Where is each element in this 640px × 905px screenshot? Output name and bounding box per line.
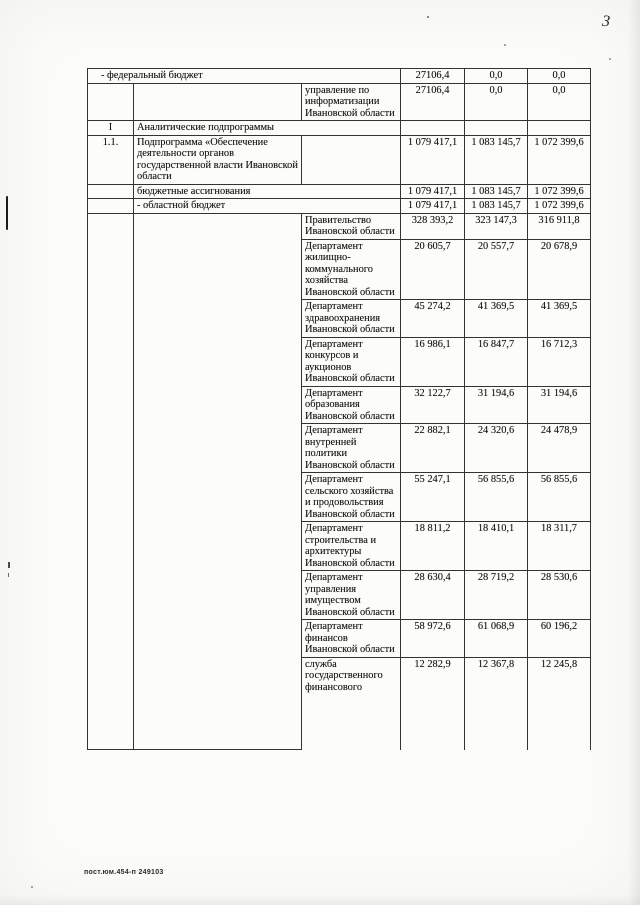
table-row <box>88 213 591 239</box>
cell-desc: - федеральный бюджет <box>88 69 401 84</box>
cell-val: 316 911,8 <box>528 213 591 239</box>
cell-val: 18 311,7 <box>528 522 591 571</box>
cell-val: 16 712,3 <box>528 337 591 386</box>
cell-num <box>88 199 134 214</box>
cell-val: 55 247,1 <box>401 473 465 522</box>
table-row <box>88 69 591 84</box>
cell-val: 0,0 <box>465 83 528 121</box>
cell-org: Департамент образования Ивановской области <box>302 386 401 424</box>
cell-val: 18 811,2 <box>401 522 465 571</box>
cell-val: 22 882,1 <box>401 424 465 473</box>
page-number: 3 <box>601 12 611 31</box>
cell-val: 18 410,1 <box>465 522 528 571</box>
cell-desc <box>134 213 302 750</box>
cell-val: 24 478,9 <box>528 424 591 473</box>
table-row <box>88 83 591 121</box>
footer-note: пост.юм.454-п 249103 <box>84 869 164 876</box>
cell-val: 45 274,2 <box>401 300 465 338</box>
cell-org: Департамент строительства и архитектуры Ивановской области <box>302 522 401 571</box>
cell-org: управление по информатизации Ивановской области <box>302 83 401 121</box>
scan-artifact-dash <box>8 573 9 577</box>
cell-val: 28 719,2 <box>465 571 528 620</box>
cell-val: 20 678,9 <box>528 239 591 300</box>
table-row <box>88 121 591 136</box>
scan-speck <box>31 886 33 888</box>
cell-val: 1 079 417,1 <box>401 184 465 199</box>
cell-org <box>302 135 401 184</box>
cell-num: 1.1. <box>88 135 134 184</box>
cell-num <box>88 184 134 199</box>
cell-val <box>465 121 528 136</box>
cell-val: 1 072 399,6 <box>528 135 591 184</box>
cell-val: 0,0 <box>465 69 528 84</box>
cell-val: 1 072 399,6 <box>528 184 591 199</box>
cell-val: 1 083 145,7 <box>465 135 528 184</box>
table-row <box>88 135 591 184</box>
cell-org: Департамент управления имуществом Ивановской области <box>302 571 401 620</box>
cell-desc: - областной бюджет <box>134 199 401 214</box>
cell-val: 1 083 145,7 <box>465 184 528 199</box>
cell-val: 12 282,9 <box>401 657 465 750</box>
budget-table-container <box>87 68 593 860</box>
cell-val: 20 605,7 <box>401 239 465 300</box>
cell-val: 20 557,7 <box>465 239 528 300</box>
cell-org: Департамент конкурсов и аукционов Ивановской области <box>302 337 401 386</box>
cell-desc: бюджетные ассигнования <box>134 184 401 199</box>
cell-val: 12 245,8 <box>528 657 591 750</box>
cell-val <box>528 121 591 136</box>
cell-val: 41 369,5 <box>528 300 591 338</box>
table-row <box>88 199 591 214</box>
scan-speck <box>504 44 506 46</box>
cell-val: 1 079 417,1 <box>401 135 465 184</box>
cell-val: 28 630,4 <box>401 571 465 620</box>
cell-val: 31 194,6 <box>465 386 528 424</box>
cell-val: 16 986,1 <box>401 337 465 386</box>
table-row <box>88 184 591 199</box>
scan-artifact-line <box>6 196 8 230</box>
cell-num <box>88 83 134 121</box>
cell-org: Департамент жилищно-коммунального хозяйства Ивановской области <box>302 239 401 300</box>
cell-val: 0,0 <box>528 69 591 84</box>
cell-val: 12 367,8 <box>465 657 528 750</box>
cell-val: 31 194,6 <box>528 386 591 424</box>
cell-val: 1 083 145,7 <box>465 199 528 214</box>
cell-val: 27106,4 <box>401 83 465 121</box>
scan-speck <box>609 58 611 60</box>
cell-val: 28 530,6 <box>528 571 591 620</box>
cell-desc <box>134 83 302 121</box>
cell-val <box>401 121 465 136</box>
cell-num: I <box>88 121 134 136</box>
scan-edge-shading <box>0 895 640 905</box>
cell-val: 41 369,5 <box>465 300 528 338</box>
cell-val: 1 072 399,6 <box>528 199 591 214</box>
cell-val: 32 122,7 <box>401 386 465 424</box>
cell-val: 61 068,9 <box>465 620 528 658</box>
cell-val: 328 393,2 <box>401 213 465 239</box>
cell-val: 16 847,7 <box>465 337 528 386</box>
cell-org: Департамент здравоохранения Ивановской области <box>302 300 401 338</box>
budget-table <box>87 68 591 750</box>
budget-table-body <box>88 69 591 750</box>
cell-val: 1 079 417,1 <box>401 199 465 214</box>
cell-val: 0,0 <box>528 83 591 121</box>
cell-org: Правительство Ивановской области <box>302 213 401 239</box>
scan-speck <box>427 16 429 18</box>
scan-artifact-dash <box>8 562 10 568</box>
cell-val: 323 147,3 <box>465 213 528 239</box>
cell-desc: Подпрограмма «Обеспечение деятельности органов государственной власти Ивановской области <box>134 135 302 184</box>
cell-val: 27106,4 <box>401 69 465 84</box>
scan-edge-shading <box>628 0 640 905</box>
cell-org: Департамент сельского хозяйства и продовольствия Ивановской области <box>302 473 401 522</box>
cell-org: служба государственного финансового <box>302 657 401 750</box>
cell-val: 56 855,6 <box>528 473 591 522</box>
cell-num <box>88 213 134 750</box>
cell-desc: Аналитические подпрограммы <box>134 121 401 136</box>
cell-org: Департамент внутренней политики Ивановской области <box>302 424 401 473</box>
cell-org: Департамент финансов Ивановской области <box>302 620 401 658</box>
cell-val: 56 855,6 <box>465 473 528 522</box>
cell-val: 58 972,6 <box>401 620 465 658</box>
cell-val: 60 196,2 <box>528 620 591 658</box>
cell-val: 24 320,6 <box>465 424 528 473</box>
